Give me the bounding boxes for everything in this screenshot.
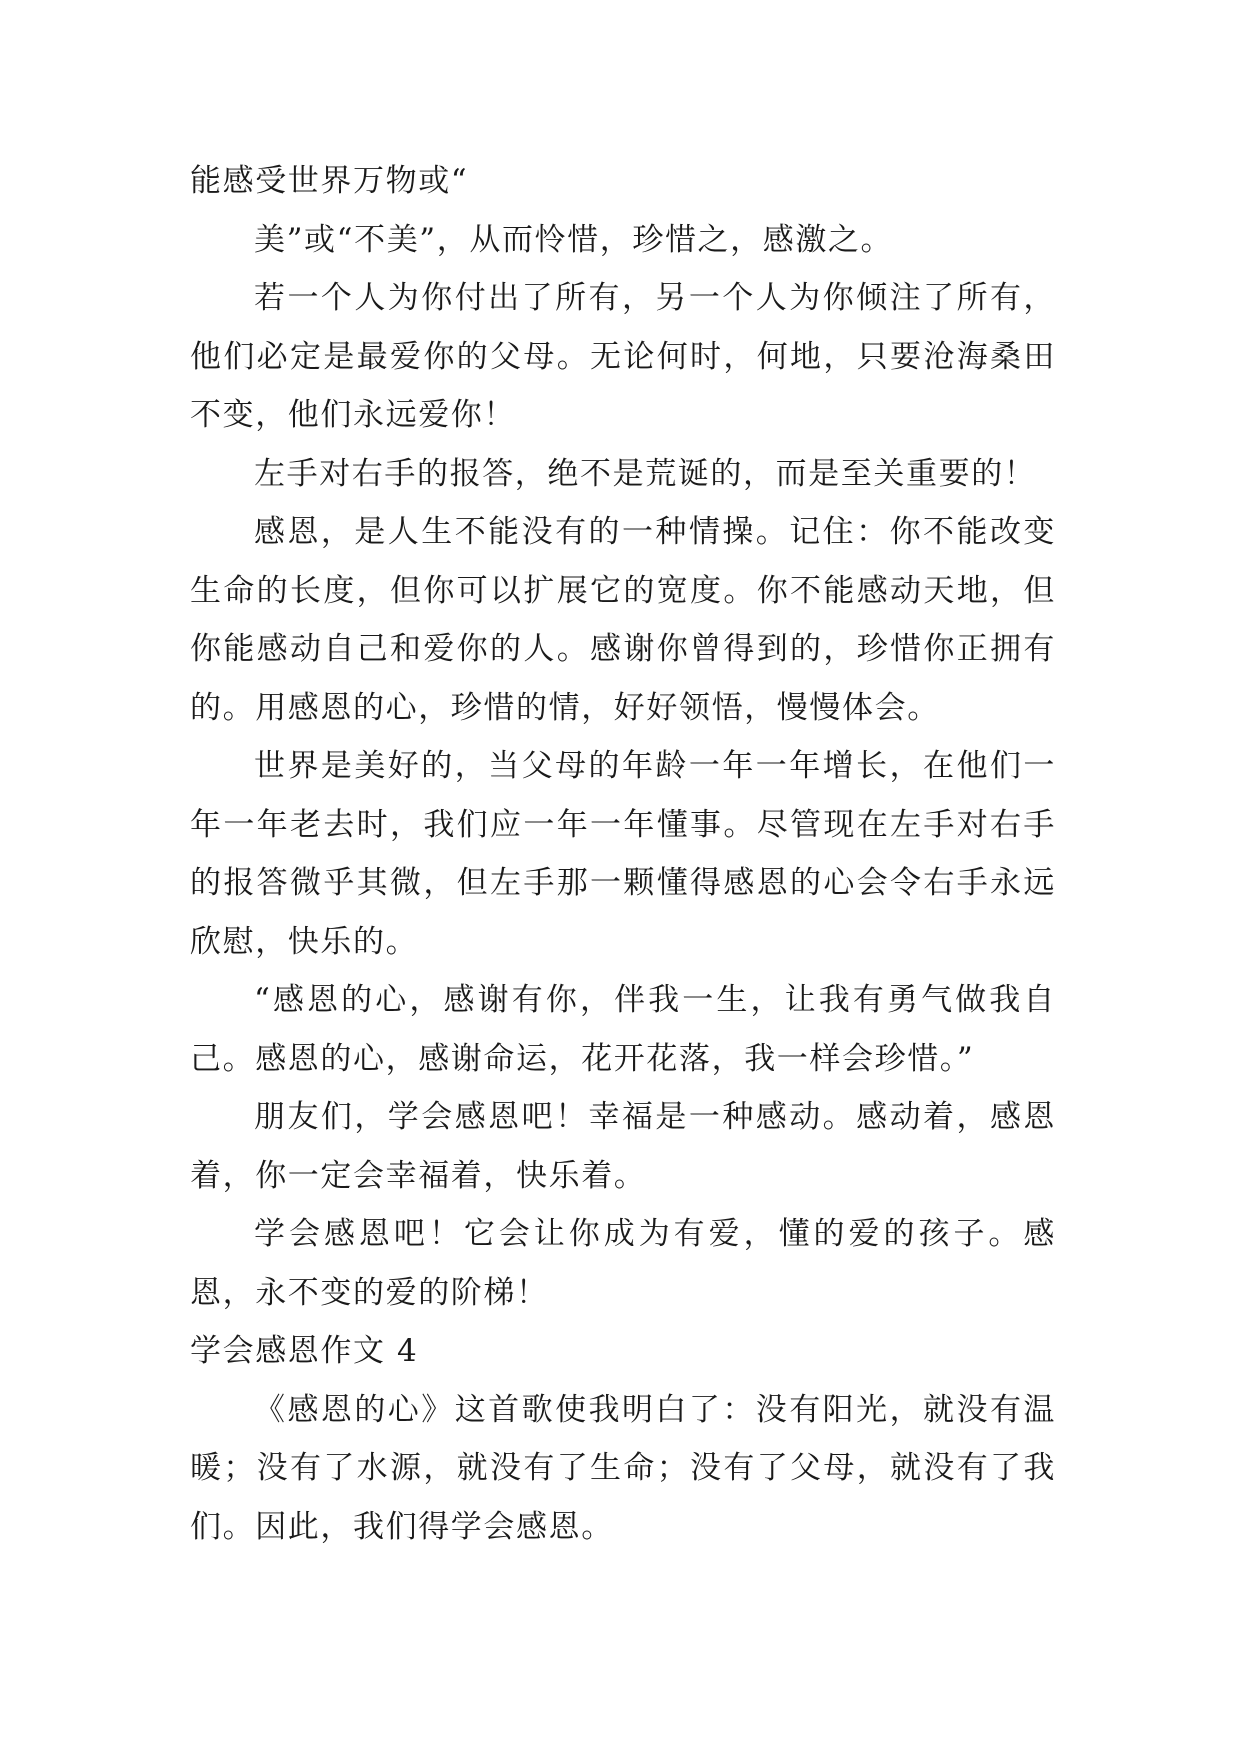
paragraph: 世界是美好的，当父母的年龄一年一年增长，在他们一年一年老去时，我们应一年一年懂事。尽管现在左手对右手的报答微乎其微，但左手那一颗懂得感恩的心会令右手永远欣慰，快乐的。 — [190, 748, 1056, 960]
paragraph: 美”或“不美”，从而怜惜，珍惜之，感激之。 — [254, 221, 894, 258]
paragraph-quote: “感恩的心，感谢有你，伴我一生，让我有勇气做我自己。感恩的心，感谢命运，花开花落，我一样会珍惜。” — [190, 982, 1056, 1077]
paragraph: 感恩，是人生不能没有的一种情操。记住：你不能改变生命的长度，但你可以扩展它的宽度。你不能感动天地，但你能感动自己和爱你的人。感谢你曾得到的，珍惜你正拥有的。用感恩的心，珍惜的情，好好领悟，慢慢体会。 — [190, 514, 1056, 726]
paragraph: 左手对右手的报答，绝不是荒诞的，而是至关重要的！ — [254, 455, 1037, 492]
paragraph: 学会感恩吧！它会让你成为有爱，懂的爱的孩子。感恩，永不变的爱的阶梯！ — [190, 1216, 1056, 1311]
section-heading: 学会感恩作文 4 — [190, 1333, 419, 1369]
paragraph: 《感恩的心》这首歌使我明白了：没有阳光，就没有温暖；没有了水源，就没有了生命；没有了父母，就没有了我们。因此，我们得学会感恩。 — [190, 1391, 1056, 1545]
paragraph-continuation: 能感受世界万物或“ — [190, 163, 469, 199]
paragraph: 若一个人为你付出了所有，另一个人为你倾注了所有，他们必定是最爱你的父母。无论何时，何地，只要沧海桑田不变，他们永远爱你！ — [190, 280, 1056, 433]
document-body — [190, 152, 1056, 1556]
paragraph: 朋友们，学会感恩吧！幸福是一种感动。感动着，感恩着，你一定会幸福着，快乐着。 — [190, 1099, 1056, 1194]
